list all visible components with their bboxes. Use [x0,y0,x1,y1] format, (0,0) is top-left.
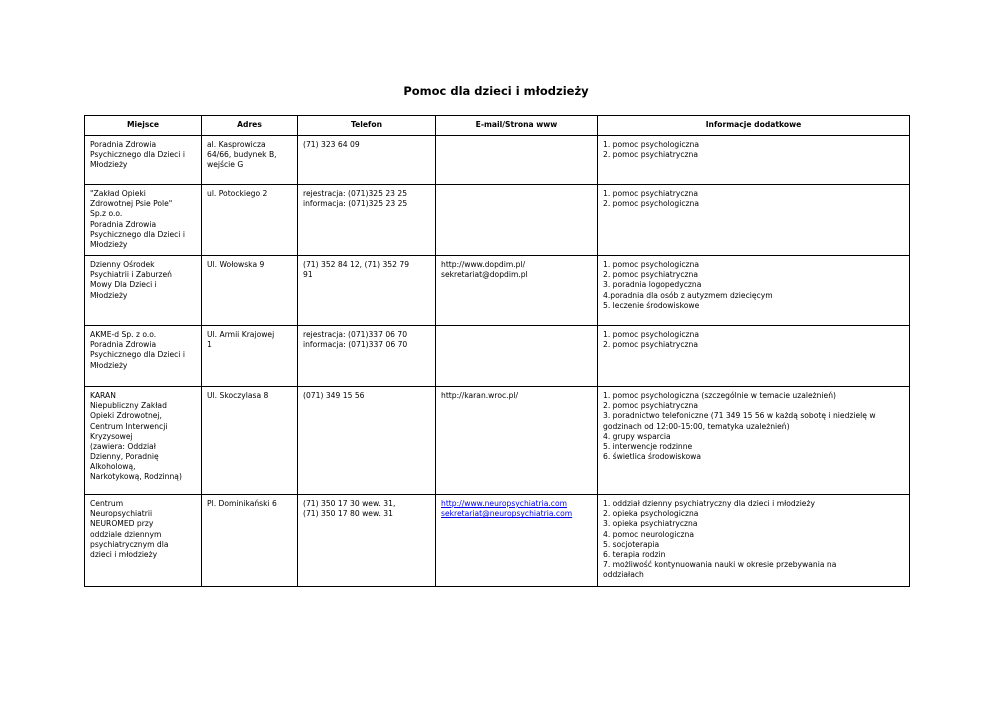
cell-info [598,256,910,326]
cell-adres [202,185,298,256]
cell-line: ul. Potockiego 2 [207,189,268,198]
cell-line: Młodzieży [90,360,128,370]
cell-line: Ul. Skoczylasa 8 [207,391,269,400]
cell-info [598,185,910,256]
cell-line: NEUROMED przy [90,519,154,529]
table-row [85,136,910,185]
cell-line: 2. pomoc psychiatryczna [603,150,698,160]
cell-telefon [298,185,436,256]
cell-line: 6. terapia rodzin [603,549,666,559]
cell-telefon [298,495,436,587]
cell-line: 5. interwencje rodzinne [603,441,693,451]
cell-line: 4. grupy wsparcia [603,431,671,441]
header-telefon: Telefon [298,116,436,136]
cell-line: 1. pomoc psychologiczna [603,330,699,339]
cell-info [598,136,910,185]
cell-line: Centrum [90,499,124,508]
cell-miejsce [85,495,202,587]
cell-email [436,326,598,387]
cell-miejsce [85,387,202,495]
cell-adres [202,136,298,185]
cell-line: (zawiera: Oddział [90,441,156,451]
cell-line: 6. świetlica środowiskowa [603,452,701,462]
cell-line: 1. pomoc psychologiczna (szczególnie w temacie uzależnień) [603,391,836,400]
cell-line: Neuropsychiatrii [90,509,153,519]
cell-adres [202,326,298,387]
cell-line: Poradnia Zdrowia [90,340,157,350]
cell-line: Opieki Zdrowotnej, [90,411,162,421]
cell-line: 2. pomoc psychiatryczna [603,340,698,350]
cell-email [436,387,598,495]
page-title: Pomoc dla dzieci i młodzieży [403,84,589,98]
header-email-www: E-mail/Strona www [436,116,598,136]
website-link[interactable]: http://karan.wroc.pl/ [441,391,519,400]
cell-info [598,326,910,387]
cell-line: Psychicznego dla Dzieci i [90,229,185,239]
cell-line: Zdrowotnej Psie Pole" [90,199,173,209]
cell-line: 64/66, budynek B, [207,150,277,160]
cell-line: psychiatrycznym dla [90,539,169,549]
cell-telefon [298,387,436,495]
cell-line: Psychiatrii i Zaburzeń [90,270,172,280]
cell-line: 4. pomoc neurologiczna [603,529,694,539]
cell-line: (071) 349 15 56 [303,391,365,400]
cell-adres [202,495,298,587]
header-miejsce: Miejsce [85,116,202,136]
header-adres: Adres [202,116,298,136]
cell-line: Sp.z o.o. [90,209,123,219]
cell-line: 5. socjoterapia [603,539,660,549]
cell-line: (71) 350 17 30 wew. 31, [303,499,396,508]
cell-line: dzieci i młodzieży [90,549,158,559]
cell-line: 3. opieka psychiatryczna [603,519,698,529]
help-table [84,115,910,587]
cell-line: KARAN [90,391,116,400]
cell-line: Dzienny, Poradnię [90,452,159,462]
cell-telefon [298,326,436,387]
cell-email [436,136,598,185]
cell-info [598,387,910,495]
cell-line: Młodzieży [90,290,128,300]
cell-line: 5. leczenie środowiskowe [603,300,700,310]
cell-line: Dzienny Ośrodek [90,260,155,269]
cell-line: (71) 350 17 80 wew. 31 [303,509,393,519]
cell-line: (71) 323 64 09 [303,140,360,149]
cell-line: Mowy Dla Dzieci i [90,280,157,290]
cell-miejsce [85,256,202,326]
cell-line: AKME-d Sp. z o.o. [90,330,157,339]
cell-line: 1. pomoc psychiatryczna [603,189,698,198]
table-header-row [85,116,910,136]
cell-line: Centrum Interwencji [90,421,168,431]
cell-line: Psychicznego dla Dzieci i [90,350,185,360]
cell-line: Psychicznego dla Dzieci i [90,150,185,160]
cell-line: Kryzysowej [90,431,133,441]
cell-miejsce [85,136,202,185]
cell-miejsce [85,185,202,256]
cell-line: wejście G [207,160,244,170]
cell-line: 1. pomoc psychologiczna [603,260,699,269]
email-link[interactable]: sekretariat@neuropsychiatria.com [441,509,573,519]
table-row [85,387,910,495]
cell-info [598,495,910,587]
cell-line: 91 [303,270,313,280]
cell-line: 1. oddział dzienny psychiatryczny dla dzieci i młodzieży [603,499,815,508]
cell-line: Alkoholową, [90,462,136,472]
website-link[interactable]: http://www.dopdim.pl/ [441,260,526,269]
cell-line: oddziałach [603,570,644,580]
cell-telefon [298,256,436,326]
cell-telefon [298,136,436,185]
cell-line: Ul. Armii Krajowej [207,330,275,339]
cell-line: godzinach od 12:00-15:00, tematyka uzależnień) [603,421,790,431]
cell-email [436,495,598,587]
table-row [85,256,910,326]
cell-line: Narkotykową, Rodzinną) [90,472,182,482]
cell-line: 2. pomoc psychiatryczna [603,401,698,411]
cell-line: 7. możliwość kontynuowania nauki w okresie przebywania na [603,560,837,570]
cell-email [436,185,598,256]
cell-line: 2. opieka psychologiczna [603,509,699,519]
cell-line: al. Kasprowicza [207,140,266,149]
cell-miejsce [85,326,202,387]
cell-line: Ul. Wołowska 9 [207,260,265,269]
cell-line: rejestracja: (071)325 23 25 [303,189,408,198]
cell-line: informacja: (071)325 23 25 [303,199,408,209]
cell-email [436,256,598,326]
cell-line: 1. pomoc psychologiczna [603,140,699,149]
website-link[interactable]: http://www.neuropsychiatria.com [441,499,568,508]
cell-line: (71) 352 84 12, (71) 352 79 [303,260,410,269]
cell-adres [202,387,298,495]
cell-line: Poradnia Zdrowia [90,219,157,229]
table-row [85,326,910,387]
cell-adres [202,256,298,326]
header-informacje: Informacje dodatkowe [598,116,910,136]
cell-line: Młodzieży [90,239,128,249]
cell-line: Pl. Dominikański 6 [207,499,277,508]
cell-line: Młodzieży [90,160,128,170]
cell-line: 2. pomoc psychiatryczna [603,270,698,280]
cell-line: 3. poradnia logopedyczna [603,280,702,290]
table-row [85,185,910,256]
cell-line: Niepubliczny Zakład [90,401,167,411]
table-row [85,495,910,587]
cell-line: 1 [207,340,212,350]
cell-line: 2. pomoc psychologiczna [603,199,699,209]
cell-line: rejestracja: (071)337 06 70 [303,330,408,339]
cell-line: informacja: (071)337 06 70 [303,340,408,350]
cell-line: 3. poradnictwo telefoniczne (71 349 15 56 w każdą sobotę i niedzielę w [603,411,876,421]
cell-line: "Zakład Opieki [90,189,146,198]
cell-line: 4.poradnia dla osób z autyzmem dziecięcym [603,290,773,300]
cell-line: oddziale dziennym [90,529,162,539]
email-link[interactable]: sekretariat@dopdim.pl [441,270,528,280]
cell-line: Poradnia Zdrowia [90,140,157,149]
